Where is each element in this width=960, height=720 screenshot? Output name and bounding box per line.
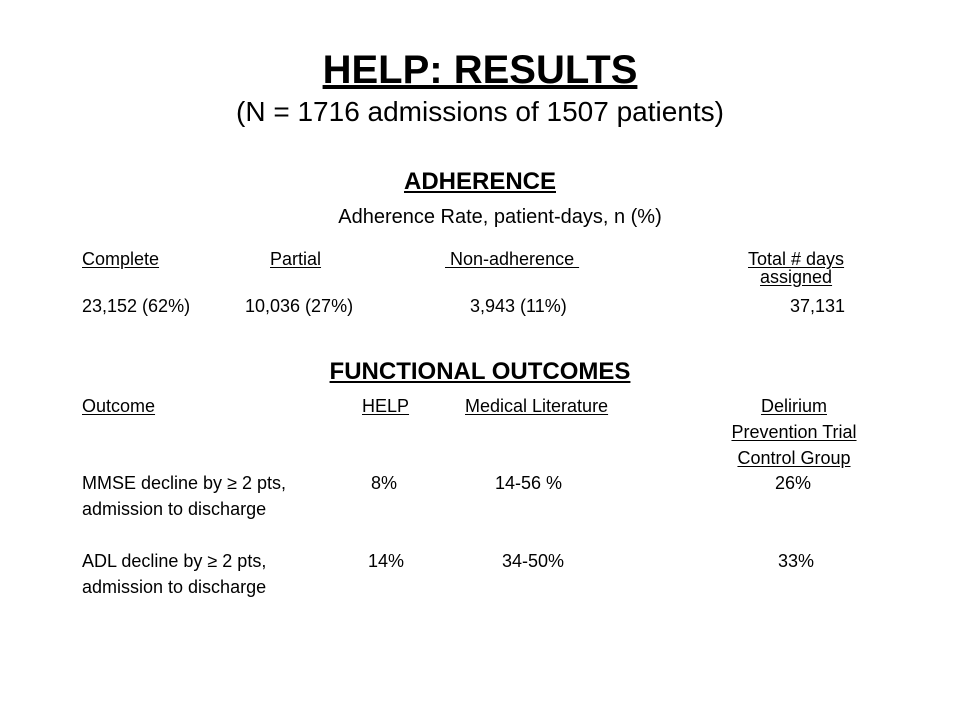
adherence-value-complete: 23,152 (62%)	[82, 296, 191, 316]
adherence-header-partial: Partial	[270, 249, 322, 269]
table-row-mmse-outcome	[82, 473, 286, 494]
adherence-value-partial: 10,036 (27%)	[245, 296, 354, 316]
outcome-suffix: 2 pts,	[236, 473, 286, 493]
greater-equal-icon: ≥	[227, 473, 237, 493]
outcome-suffix: 2 pts,	[217, 551, 267, 571]
table-row-adl-outcome	[82, 551, 266, 572]
table-row-adl-help: 14%	[368, 551, 405, 571]
table-row-mmse-literature: 14-56 %	[495, 473, 563, 493]
table-row-mmse-outcome-line2: admission to discharge	[82, 499, 267, 519]
adherence-value-total: 37,131	[790, 296, 846, 316]
table-row-mmse-delirium: 26%	[775, 473, 812, 493]
adherence-header-non-adherence: Non-adherence	[445, 249, 580, 269]
table-row-adl-delirium: 33%	[778, 551, 815, 571]
functional-header-help: HELP	[362, 396, 410, 416]
table-row-adl-literature: 34-50%	[502, 551, 565, 571]
adherence-header-total-line1: Total # days	[748, 249, 845, 269]
page-title: HELP: RESULTS	[322, 48, 638, 92]
functional-header-delirium-line3: Control Group	[737, 448, 851, 468]
adherence-value-non-adherence: 3,943 (11%)	[470, 296, 567, 316]
adherence-header-complete: Complete	[82, 249, 160, 269]
adherence-subheading: Adherence Rate, patient-days, n (%)	[338, 206, 662, 228]
adherence-header-total-line2: assigned	[760, 267, 833, 287]
functional-header-outcome: Outcome	[82, 396, 156, 416]
greater-equal-icon: ≥	[207, 551, 218, 571]
functional-heading: FUNCTIONAL OUTCOMES	[329, 358, 631, 385]
table-row-mmse-help: 8%	[371, 473, 398, 493]
outcome-prefix: MMSE decline by	[82, 473, 228, 493]
functional-header-literature: Medical Literature	[465, 396, 609, 416]
page-subtitle: (N = 1716 admissions of 1507 patients)	[236, 96, 724, 127]
functional-header-delirium-line1: Delirium	[760, 396, 827, 416]
outcome-prefix: ADL decline by	[82, 551, 208, 571]
functional-header-delirium-line2: Prevention Trial	[731, 422, 857, 442]
adherence-heading: ADHERENCE	[403, 168, 556, 195]
table-row-adl-outcome-line2: admission to discharge	[82, 577, 267, 597]
